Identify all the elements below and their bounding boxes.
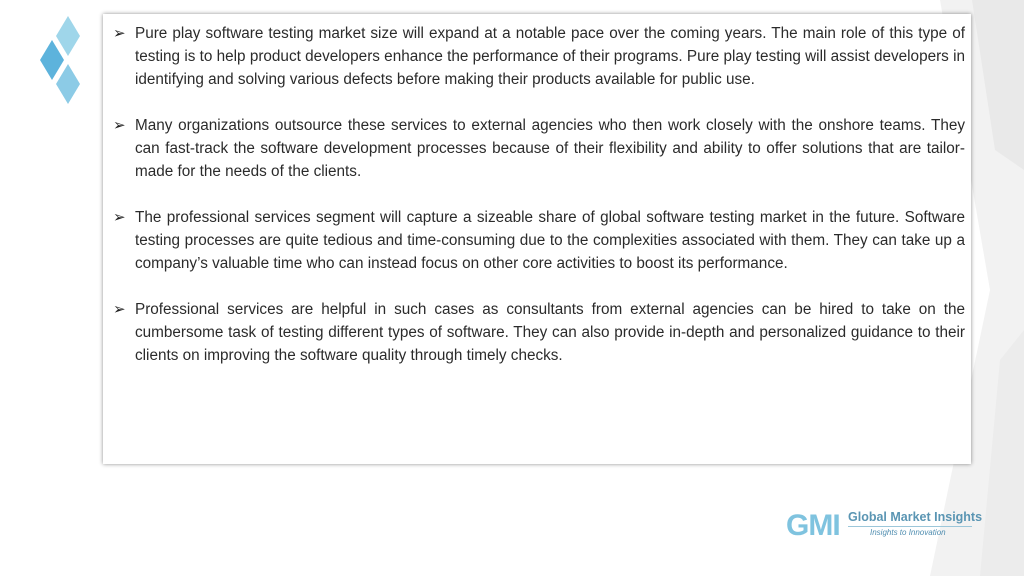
arrow-bullet-icon: ➢ xyxy=(113,301,126,318)
logo-company-name: Global Market Insights xyxy=(848,510,983,524)
bullet-text: Professional services are helpful in such cases as consultants from external agencies can be hired to take on the cumbersome task of testing different types of software. They can also provide in-depth and personalized guidance to their clients on improving the software quality through timely checks. xyxy=(135,301,965,364)
logo-mark: GMI xyxy=(786,509,840,542)
logo-divider xyxy=(848,526,972,527)
list-item xyxy=(113,114,965,183)
diamond-decoration-icon xyxy=(0,0,100,120)
content-card xyxy=(103,14,971,464)
bullet-text: Pure play software testing market size will expand at a notable pace over the coming years. The main role of this type of testing is to help product developers enhance the performance of their programs. Pure play testing will assist developers in identifying and solving various defects before making their products available for public use. xyxy=(135,25,965,88)
list-item xyxy=(113,22,965,91)
logo-tagline: Insights to Innovation xyxy=(870,528,946,537)
bullet-list xyxy=(113,22,965,390)
bullet-text: The professional services segment will capture a sizeable share of global software testing market in the future. Software testing processes are quite tedious and time-consuming due to the complexities associated with them. They can take up a company’s valuable time who can instead focus on other core activities to boost its performance. xyxy=(135,209,965,272)
list-item xyxy=(113,206,965,275)
arrow-bullet-icon: ➢ xyxy=(113,209,126,226)
gmi-logo xyxy=(786,508,986,544)
bullet-text: Many organizations outsource these services to external agencies who then work closely with the onshore teams. They can fast-track the software development processes because of their flexibility and ability to offer solutions that are tailor-made for the needs of the clients. xyxy=(135,117,965,180)
list-item xyxy=(113,298,965,367)
arrow-bullet-icon: ➢ xyxy=(113,25,126,42)
arrow-bullet-icon: ➢ xyxy=(113,117,126,134)
